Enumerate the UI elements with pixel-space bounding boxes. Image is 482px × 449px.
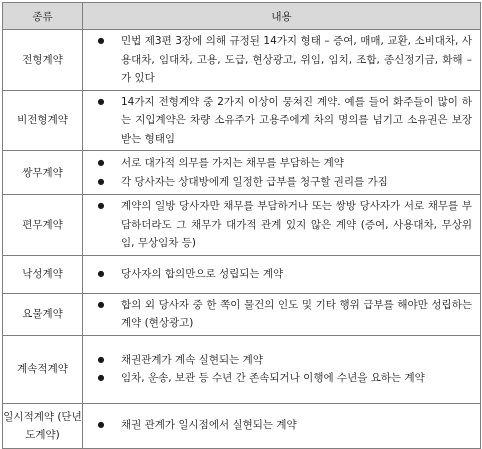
list-item <box>91 296 472 333</box>
row-content <box>83 335 481 403</box>
list-item <box>91 351 472 370</box>
list-item <box>91 173 472 192</box>
bullet-icon: ● <box>97 354 105 364</box>
item-text: 합의 외 당사자 중 한 쪽이 물건의 인도 및 기타 행위 급부를 해야만 성립하는 계약 (현상광고) <box>121 298 472 329</box>
bullet-icon: ● <box>97 36 105 45</box>
contract-types-table <box>2 2 481 449</box>
list-item <box>91 416 472 435</box>
list-item <box>91 154 472 173</box>
row-type-label: 일시적계약 (단년도계약) <box>3 403 83 448</box>
list-item <box>91 369 472 388</box>
row-type-label: 요물계약 <box>3 293 83 335</box>
table-row <box>3 151 481 195</box>
bullet-icon: ● <box>97 373 105 382</box>
bullet-icon: ● <box>97 158 105 167</box>
item-text: 당사자의 합의만으로 성립되는 계약 <box>121 267 284 280</box>
item-text: 각 당사자는 상대방에게 일정한 급부를 청구할 권리를 가짐 <box>121 175 388 188</box>
item-text: 임차, 운송, 보관 등 수년 간 존속되거나 이행에 수년을 요하는 계약 <box>121 372 425 384</box>
row-content <box>83 195 481 256</box>
item-text: 채권 관계가 일시점에서 실현되는 계약 <box>121 419 297 432</box>
bullet-icon: ● <box>97 176 105 186</box>
row-content <box>83 90 481 151</box>
row-content <box>83 403 481 448</box>
bullet-icon: ● <box>97 299 105 309</box>
list-item <box>91 93 472 149</box>
table-row <box>3 293 481 335</box>
row-type-label: 낙성계약 <box>3 255 83 293</box>
row-type-label: 계속적계약 <box>3 335 83 403</box>
item-text: 채권관계가 계속 실현되는 계약 <box>121 353 263 366</box>
row-content <box>83 293 481 335</box>
table-header-row <box>3 3 481 30</box>
row-content <box>83 255 481 293</box>
table-row <box>3 30 481 91</box>
item-text: 계약의 일방 당사자만 채무를 부담하거나 또는 쌍방 당사자가 서로 채무를 부담하더라도 그 채무가 대가적 관계 있지 않은 계약 (증여, 사용대차, 무상위임, 무상임차 등) <box>121 200 472 249</box>
table-row <box>3 403 481 448</box>
row-type-label: 편무계약 <box>3 195 83 256</box>
header-content: 내용 <box>83 3 481 30</box>
bullet-icon: ● <box>97 420 105 430</box>
item-text: 서로 대가적 의무를 가지는 채무를 부담하는 계약 <box>121 157 344 169</box>
table-row <box>3 255 481 293</box>
list-item <box>91 197 472 253</box>
row-content <box>83 30 481 91</box>
row-type-label: 비전형계약 <box>3 90 83 151</box>
row-content <box>83 151 481 195</box>
bullet-icon: ● <box>97 201 105 210</box>
row-type-label: 쌍무계약 <box>3 151 83 195</box>
row-type-label: 전형계약 <box>3 30 83 91</box>
table-row <box>3 195 481 256</box>
item-text: 민법 제3편 3장에 의해 규정된 14가지 형태 – 증여, 매매, 교환, 소비대차, 사용대차, 임대차, 고용, 도급, 현상광고, 위임, 임치, 조합, 종신정기금, 화해 – 가 있다 <box>121 35 472 84</box>
list-item <box>91 265 472 284</box>
table-row <box>3 335 481 403</box>
header-type: 종류 <box>3 3 83 30</box>
table-row <box>3 90 481 151</box>
bullet-icon: ● <box>97 268 105 278</box>
item-text: 14가지 전형계약 중 2가지 이상이 뭉쳐진 계약. 예를 들어 화주들이 많이 하는 지입계약은 차량 소유주가 고용주에게 차의 명의를 넘기고 소유권은 보장 받는 형태임 <box>121 95 472 145</box>
bullet-icon: ● <box>97 96 105 106</box>
list-item <box>91 32 472 88</box>
